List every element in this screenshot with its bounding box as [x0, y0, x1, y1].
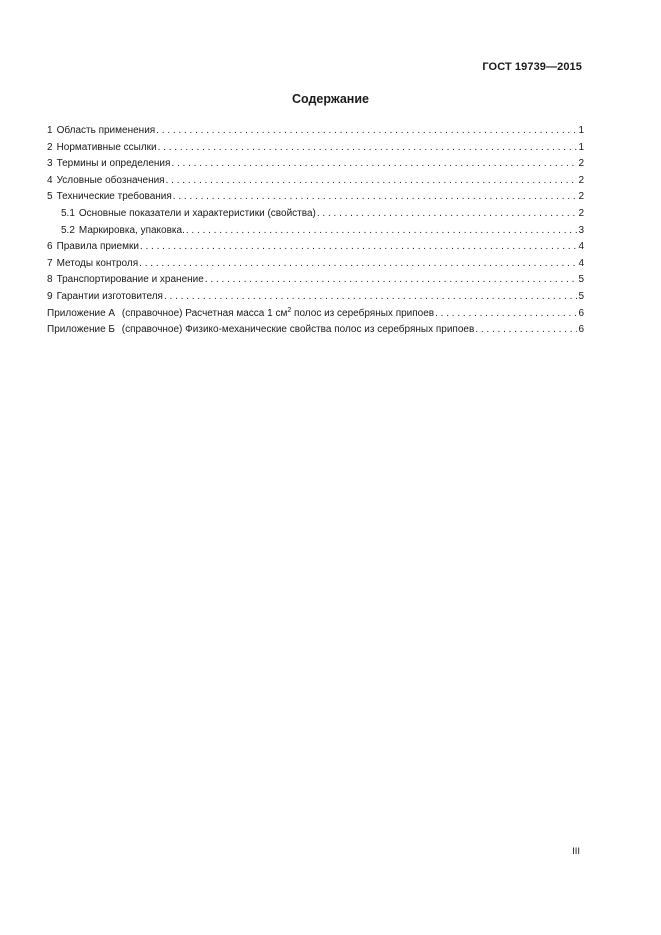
toc-entry[interactable]: [47, 123, 584, 140]
toc-entry-page: 2: [578, 174, 584, 186]
toc-dot-leader: [173, 189, 578, 206]
toc-dot-leader: [475, 322, 577, 339]
toc-entry[interactable]: [47, 173, 584, 190]
toc-entry-page: 2: [578, 191, 584, 203]
toc-entry[interactable]: [47, 189, 584, 206]
toc-dot-leader: [140, 239, 578, 256]
toc-appendix-type: (справочное): [121, 307, 183, 319]
toc-entry-number: 5.1: [61, 207, 75, 219]
toc-subentry[interactable]: [47, 223, 584, 240]
toc-entry-number: 5.2: [61, 224, 75, 236]
toc-entry-page: 6: [578, 324, 584, 336]
toc-entry-label: Маркировка, упаковка.: [78, 224, 185, 236]
toc-entry-number: 2: [47, 141, 53, 153]
toc-entry-label-suffix: полос из серебряных припоев: [294, 307, 435, 319]
toc-entry-superscript: 2: [287, 306, 292, 314]
toc-entry[interactable]: [47, 256, 584, 273]
toc-entry-page: 1: [578, 125, 584, 136]
toc-entry-number: 4: [47, 174, 53, 186]
toc-dot-leader: [164, 289, 577, 306]
table-of-contents: [47, 123, 584, 339]
page-number: III: [572, 846, 580, 857]
toc-dot-leader: [166, 173, 578, 190]
toc-appendix-entry[interactable]: [47, 306, 584, 323]
toc-entry-label: Гарантии изготовителя: [56, 290, 163, 302]
toc-entry-number: 7: [47, 257, 53, 269]
toc-appendix-number: Приложение А: [47, 307, 116, 319]
document-code: ГОСТ 19739—2015: [482, 61, 582, 73]
toc-entry-page: 5: [578, 274, 584, 286]
toc-entry-label: Правила приемки: [56, 241, 139, 253]
toc-dot-leader: [317, 206, 578, 223]
toc-entry-label: Область применения: [56, 125, 156, 136]
toc-entry[interactable]: [47, 140, 584, 157]
toc-entry-label: Расчетная масса 1 см: [185, 307, 288, 319]
toc-subentry[interactable]: [47, 206, 584, 223]
toc-entry-label: Условные обозначения: [56, 174, 165, 186]
toc-entry[interactable]: [47, 239, 584, 256]
toc-entry-label: Основные показатели и характеристики (свойства): [78, 207, 316, 219]
toc-entry-label: Нормативные ссылки: [56, 141, 157, 153]
toc-entry-label: Термины и определения: [56, 158, 171, 170]
toc-dot-leader: [171, 156, 577, 173]
toc-entry-page: 2: [578, 158, 584, 170]
toc-entry-page: 4: [578, 257, 584, 269]
toc-entry-number: 5: [47, 191, 53, 203]
toc-appendix-entry[interactable]: [47, 322, 584, 339]
toc-dot-leader: [205, 272, 578, 289]
toc-entry-page: 2: [578, 207, 584, 219]
toc-dot-leader: [156, 123, 577, 140]
toc-entry[interactable]: [47, 272, 584, 289]
toc-entry-number: 6: [47, 241, 53, 253]
toc-appendix-number: Приложение Б: [47, 324, 115, 336]
toc-entry-number: 9: [47, 290, 53, 302]
toc-entry-page: 6: [578, 307, 584, 319]
toc-title: Содержание: [291, 92, 369, 106]
toc-entry-page: 3: [578, 224, 584, 236]
toc-entry-page: 5: [578, 290, 584, 302]
toc-dot-leader: [158, 140, 578, 157]
toc-entry-label: Физико-механические свойства полос из серебряных припоев: [185, 324, 475, 336]
toc-dot-leader: [139, 256, 577, 273]
toc-entry-page: 4: [578, 241, 584, 253]
toc-entry-number: 8: [47, 274, 53, 286]
toc-entry-label: Транспортирование и хранение: [56, 274, 204, 286]
toc-entry-label: Технические требования: [56, 191, 172, 203]
toc-entry[interactable]: [47, 156, 584, 173]
toc-dot-leader: [186, 223, 578, 240]
toc-entry-label: Методы контроля: [56, 257, 139, 269]
toc-entry-page: 1: [578, 141, 584, 153]
toc-entry[interactable]: [47, 289, 584, 306]
toc-entry-number: 1: [47, 125, 53, 136]
toc-dot-leader: [435, 306, 577, 323]
toc-appendix-type: (справочное): [121, 324, 183, 336]
toc-entry-number: 3: [47, 158, 53, 170]
